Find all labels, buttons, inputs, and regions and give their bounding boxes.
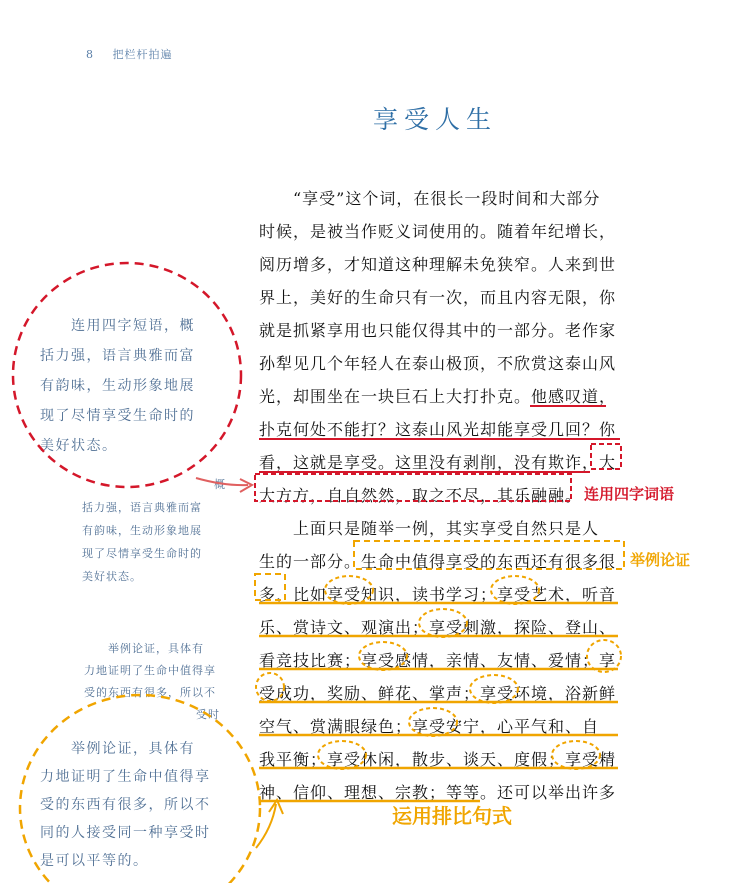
body-line: 我平衡；享受休闲，散步、谈天、度假；享受精 [259, 750, 617, 769]
body-line: “享受”这个词，在很长一段时间和大部分 [259, 189, 601, 208]
book-title: 把栏杆拍遍 [112, 48, 173, 61]
body-line: 多，比如享受知识，读书学习；享受艺术，听音 [259, 585, 617, 604]
note-line: 同的人接受同一种享受时 [40, 825, 211, 841]
body-line: 光，却围坐在一块巨石上大打扑克。他感叹道， [259, 387, 617, 406]
body-line: 时候，是被当作贬义词使用的。随着年纪增长， [259, 222, 617, 241]
body-line: 空气、赏满眼绿色；享受安宁，心平气和、自 [259, 717, 600, 736]
note-line: 受的东西有很多，所以不 [84, 686, 216, 699]
body-line: 扑克何处不能打？这泰山风光却能享受几回？你 [259, 420, 617, 439]
chapter-title: 享受人生 [372, 105, 497, 134]
body-line: 界上，美好的生命只有一次，而且内容无限，你 [259, 288, 617, 307]
note-line: 括力强，语言典雅而富 [40, 348, 195, 364]
annotation-parallelism: 运用排比句式 [392, 804, 512, 828]
body-line: 孙犁见几个年轻人在泰山极顶，不欣赏这泰山风 [259, 354, 617, 373]
note-line: 美好状态。 [40, 438, 118, 454]
note-line: 受的东西有很多，所以不 [40, 797, 211, 813]
note-line: 有韵味，生动形象地展 [82, 524, 202, 537]
body-line: 看，这就是享受。这里没有剥削，没有欺诈，大 [259, 453, 617, 472]
note-line: 力地证明了生命中值得享 [84, 664, 216, 677]
note-line: 举例论证，具体有 [40, 741, 195, 757]
orange-dashed-circle [20, 695, 260, 883]
note-line: 美好状态。 [82, 570, 142, 583]
orange-underlines [259, 603, 618, 801]
body-line: 受成功，奖励、鲜花、掌声；享受环境，浴新鲜 [259, 684, 617, 703]
annotation-four-char: 连用四字词语 [584, 485, 675, 503]
note-line: 连用四字短语，概 [40, 318, 195, 334]
note-line: 有韵味，生动形象地展 [40, 378, 195, 394]
body-line: 阅历增多，才知道这种理解未免狭窄。人来到世 [259, 255, 617, 274]
red-dashed-circle [13, 263, 241, 487]
page-number: 8 [86, 48, 94, 61]
body-line: 上面只是随举一例，其实享受自然只是人 [259, 519, 600, 538]
red-dashed-box [255, 474, 571, 501]
body-line: 乐、赏诗文、观演出；享受刺激，探险、登山、 [259, 618, 617, 637]
body-line: 大方方，自自然然，取之不尽，其乐融融。 [259, 486, 583, 505]
body-line: 看竞技比赛；享受感情，亲情、友情、爱情；享 [259, 651, 617, 670]
note-line: 现了尽情享受生命时的 [40, 408, 195, 424]
annotation-example: 举例论证 [630, 551, 691, 569]
orange-dashed-ellipses [256, 576, 621, 769]
red-dashed-box [591, 444, 621, 469]
note-line: 受时 [196, 708, 220, 721]
orange-dashed-box [255, 574, 285, 600]
body-line: 神、信仰、理想、宗教；等等。还可以举出许多 [259, 783, 617, 802]
body-line: 就是抓紧享用也只能仅得其中的一部分。老作家 [259, 321, 617, 340]
orange-dashed-box [354, 541, 624, 569]
note-line: 现了尽情享受生命时的 [82, 547, 202, 560]
note-line: 是可以平等的。 [40, 853, 149, 869]
note-line: 概 [214, 478, 226, 491]
note-line: 力地证明了生命中值得享 [40, 769, 211, 785]
note-line: 括力强，语言典雅而富 [82, 501, 202, 514]
body-line: 生的一部分。生命中值得享受的东西还有很多很 [259, 552, 617, 571]
note-line: 举例论证，具体有 [108, 642, 204, 655]
